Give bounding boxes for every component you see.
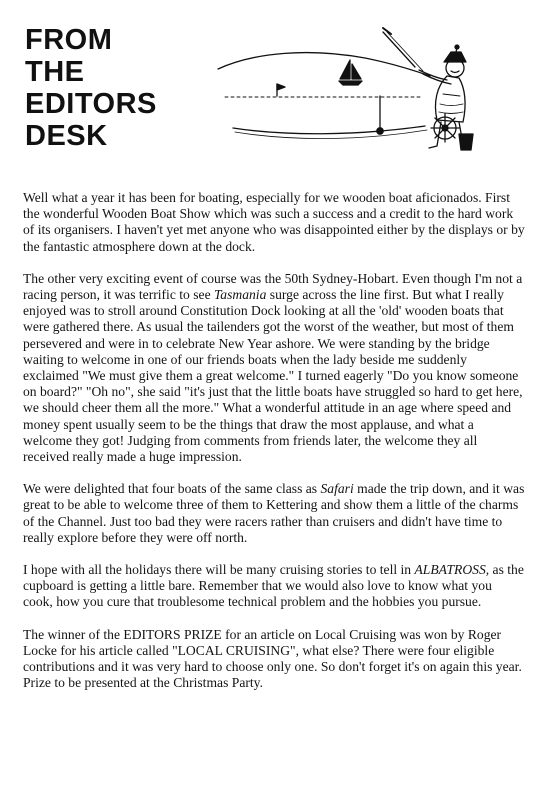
page-title xyxy=(25,24,157,152)
sailor-at-helm-illustration xyxy=(215,24,475,152)
title-line: THE xyxy=(25,56,85,88)
paragraph-text: The winner of the EDITORS PRIZE for an article on Local Cruising was won by Roger Locke for his article called "LOCAL CRUISING", what else? There were four eligible contributions and it was very hard to choose only one. So don't forget it's on again this year. Prize to be presented at the Christmas Party. xyxy=(23,626,522,691)
paragraph xyxy=(23,271,525,465)
paragraph-text: The other very exciting event of course was the 50th Sydney-Hobart. Even though I'm not a racing person, it was terrific to see xyxy=(23,270,523,303)
paragraph-text: surge across the line first. But what I really enjoyed was to stroll around Constitution Dock looking at all the 'old' wooden boats that were gathered there. As usual the tailenders got the worst of the weather, but most of them persevered and were in to celebrate New Year ashore. We were standing by the bridge waiting to welcome in one of our friends boats when the lady beside me suddenly exclaimed "We must give them a great welcome." I turned eagerly "Do you know someone on board?" "Oh no", she said "it's just that the little boats have struggled so hard to get here, we should cheer them all the more." What a wonderful attitude in an age where speed and money spent usually seem to be the things that draw the most applause, and what a welcome they got! Judging from comments from friends later, the welcome they all received really made a huge impression. xyxy=(23,287,523,465)
page-header xyxy=(0,0,555,175)
boat-name: Safari xyxy=(320,481,354,497)
editorial-body xyxy=(23,190,525,691)
boat-name: Tasmania xyxy=(214,287,267,303)
paragraph xyxy=(23,190,525,255)
paragraph-text: as the cupboard is getting a little bare. Remember that we would also love to know what you cook, how you cure that troublesome technical problem and the hobbies you pursue. xyxy=(23,562,524,610)
title-line: FROM xyxy=(25,24,113,56)
paragraph xyxy=(23,562,525,611)
paragraph xyxy=(23,627,525,692)
title-line: DESK xyxy=(25,120,108,152)
title-line: EDITORS xyxy=(25,88,157,120)
paragraph xyxy=(23,481,525,546)
paragraph-text: Well what a year it has been for boating, especially for we wooden boat aficionados. First the wonderful Wooden Boat Show which was such a success and a credit to the hard work of its organisers. I haven't yet met anyone who was disappointed either by the displays or by the fantastic atmosphere down at the dock. xyxy=(23,190,525,254)
paragraph-text: I hope with all the holidays there will be many cruising stories to tell in xyxy=(23,562,415,578)
magazine-name: ALBATROSS, xyxy=(414,562,490,578)
paragraph-text: We were delighted that four boats of the same class as xyxy=(23,481,321,497)
paragraph-text: made the trip down, and it was great to be able to welcome three of them to Kettering and show them a little of the charms of the Channel. Just too bad they were racers rather than cruisers and didn't have time to really explore before they were off north. xyxy=(23,481,525,545)
